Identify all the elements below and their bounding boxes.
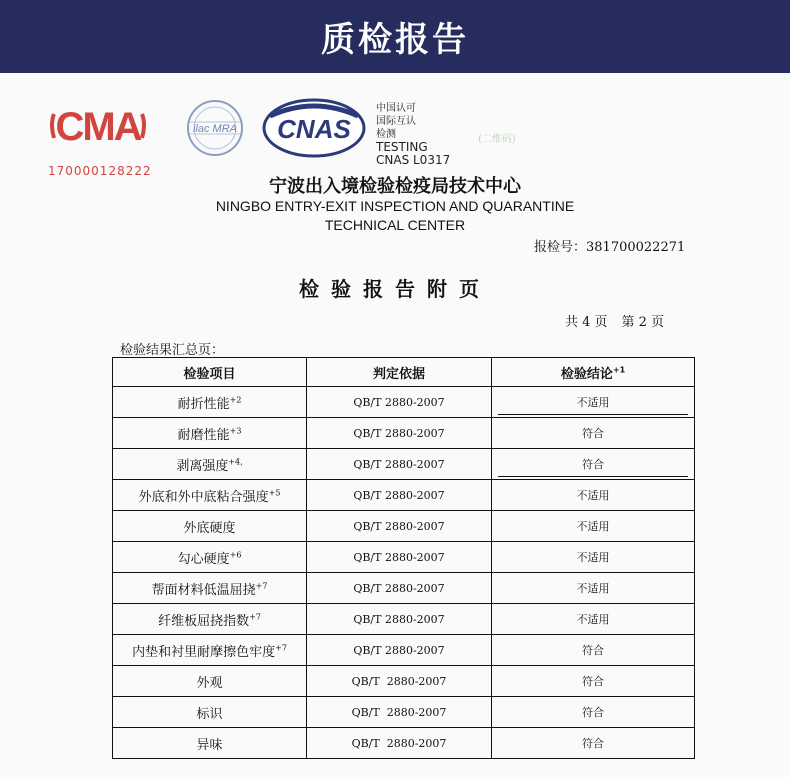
cell-basis: QB/T 2880-2007 <box>307 728 492 759</box>
table-row <box>113 387 695 418</box>
cell-item: 耐磨性能$^{+3}$ <box>113 418 307 449</box>
org-en-line: NINGBO ENTRY-EXIT INSPECTION AND QUARANTINE <box>215 198 575 214</box>
cell-conclusion: 符合 <box>492 635 695 666</box>
current-page: 第 2 页 <box>621 315 665 330</box>
organization-name-cn: 宁波出入境检验检疫局技术中心 <box>269 176 521 197</box>
cell-item: 剥离强度$^{+4,}$ <box>113 449 307 480</box>
header-conclusion: 检验结论$^{+1}$ <box>492 358 695 387</box>
cell-item: 内垫和衬里耐摩擦色牢度$^{+7}$ <box>113 635 307 666</box>
cell-conclusion: 符合 <box>492 728 695 759</box>
cell-item: 耐折性能$^{+2}$ <box>113 387 307 418</box>
table-row <box>113 542 695 573</box>
cell-conclusion: 不适用 <box>492 480 695 511</box>
cnas-line: TESTING <box>376 140 428 154</box>
cell-conclusion: 符合 <box>492 697 695 728</box>
cell-item: 异味 <box>113 728 307 759</box>
cnas-line: CNAS L0317 <box>376 153 451 167</box>
page-title: 质检报告 <box>321 20 469 60</box>
cell-conclusion: 符合 <box>492 666 695 697</box>
cell-item: 外底硬度 <box>113 511 307 542</box>
table-row <box>113 418 695 449</box>
cell-basis: QB/T 2880-2007 <box>307 573 492 604</box>
results-table <box>112 357 695 759</box>
appendix-title: 检验报告附页 <box>299 277 491 301</box>
table-row <box>113 604 695 635</box>
cell-item: 外底和外中底粘合强度$^{+5}$ <box>113 480 307 511</box>
cnas-logo <box>262 98 366 158</box>
summary-label: 检验结果汇总页： <box>120 343 225 358</box>
cell-basis: QB/T 2880-2007 <box>307 449 492 480</box>
table-row <box>113 635 695 666</box>
table-row <box>113 449 695 480</box>
header-item: 检验项目 <box>113 358 307 387</box>
table-row <box>113 666 695 697</box>
cell-conclusion: 不适用 <box>492 604 695 635</box>
cell-basis: QB/T 2880-2007 <box>307 604 492 635</box>
cnas-line: 国际互认 <box>376 116 416 127</box>
total-pages: 共 4 页 <box>565 315 608 330</box>
cell-item: 外观 <box>113 666 307 697</box>
org-en-line: TECHNICAL CENTER <box>324 217 466 233</box>
header-basis: 判定依据 <box>307 358 492 387</box>
cell-conclusion: 符合 <box>492 449 695 480</box>
cell-conclusion: 不适用 <box>492 387 695 418</box>
cell-basis: QB/T 2880-2007 <box>307 542 492 573</box>
cell-basis: QB/T 2880-2007 <box>307 387 492 418</box>
table-header-row <box>113 358 695 387</box>
cell-item: 纤维板屈挠指数$^{+7}$ <box>113 604 307 635</box>
svg-text:ilac MRA: ilac MRA <box>192 123 238 135</box>
cell-item: 标识 <box>113 697 307 728</box>
cell-basis: QB/T 2880-2007 <box>307 697 492 728</box>
table-row <box>113 480 695 511</box>
cell-basis: QB/T 2880-2007 <box>307 635 492 666</box>
table-row <box>113 697 695 728</box>
table-row <box>113 573 695 604</box>
table-row <box>113 511 695 542</box>
cnas-line: 中国认可 <box>376 103 416 114</box>
cell-conclusion: 符合 <box>492 418 695 449</box>
cell-item: 帮面材料低温屈挠$^{+7}$ <box>113 573 307 604</box>
cell-conclusion: 不适用 <box>492 573 695 604</box>
cnas-certificate-text <box>376 102 450 167</box>
cell-basis: QB/T 2880-2007 <box>307 480 492 511</box>
page-counter <box>565 311 664 330</box>
cell-basis: QB/T 2880-2007 <box>307 418 492 449</box>
faded-note: (二维码) <box>478 134 516 145</box>
cell-basis: QB/T 2880-2007 <box>307 666 492 697</box>
organization-name-en <box>0 197 790 235</box>
cell-item: 勾心硬度$^{+6}$ <box>113 542 307 573</box>
cnas-line: 检测 <box>376 129 396 140</box>
cell-conclusion: 不适用 <box>492 511 695 542</box>
svg-text:CNAS: CNAS <box>277 114 351 144</box>
cell-basis: QB/T 2880-2007 <box>307 511 492 542</box>
ilac-mra-logo <box>176 98 254 158</box>
header-banner <box>0 0 790 73</box>
cell-conclusion: 不适用 <box>492 542 695 573</box>
svg-text:CMA: CMA <box>55 105 141 149</box>
report-number: 报检号：381700022271 <box>534 240 686 255</box>
cma-number: 170000128222 <box>48 164 152 178</box>
table-row <box>113 728 695 759</box>
